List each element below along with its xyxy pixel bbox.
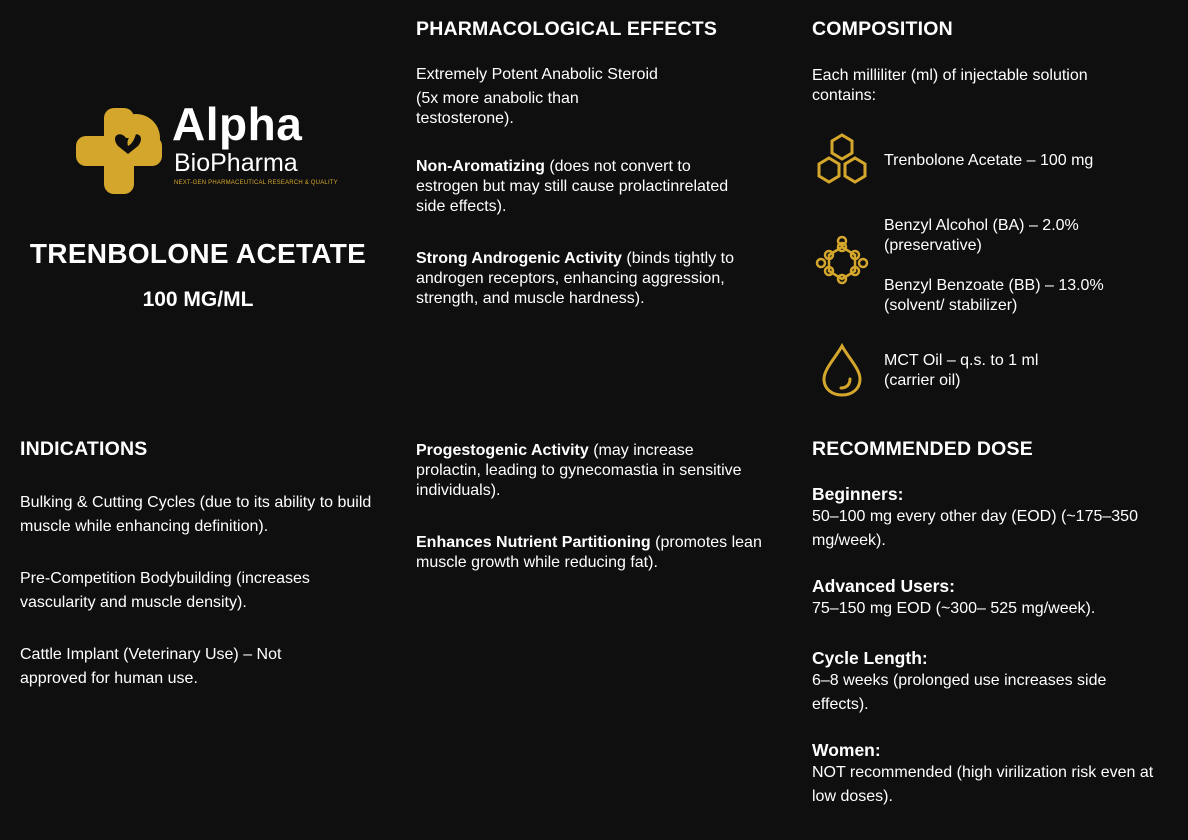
indications-heading: INDICATIONS	[20, 438, 148, 460]
brand-tagline: NEXT-GEN PHARMACEUTICAL RESEARCH & QUALITY	[174, 180, 338, 186]
dose-heading: RECOMMENDED DOSE	[812, 438, 1033, 460]
effect-item: Non-Aromatizing (does not convert to estrogen but may still cause prolactinrelated side effects).	[416, 158, 729, 215]
dose-text: NOT recommended (high virilization risk even at low doses).	[812, 764, 1154, 805]
dose-item	[812, 576, 1157, 621]
indication-item: Pre-Competition Bodybuilding (increases vascularity and muscle density).	[20, 570, 310, 611]
dose-label: Cycle Length:	[812, 648, 928, 668]
composition-item: Trenbolone Acetate – 100 mg	[884, 152, 1094, 169]
molecule-ring-icon	[812, 233, 872, 293]
composition-heading: COMPOSITION	[812, 18, 953, 40]
brand-subname: BioPharma	[174, 149, 298, 177]
effect-item: (5x more anabolic than testosterone).	[416, 90, 579, 127]
effect-item: Extremely Potent Anabolic Steroid	[416, 66, 658, 83]
product-dose: 100 MG/ML	[142, 288, 254, 311]
hexagon-cluster-icon	[812, 131, 872, 191]
dose-text: 6–8 weeks (prolonged use increases side effects).	[812, 672, 1107, 713]
indication-item: Bulking & Cutting Cycles (due to its ability to build muscle while enhancing definition).	[20, 494, 372, 535]
dose-label: Women:	[812, 740, 881, 760]
indication-item: Cattle Implant (Veterinary Use) – Not approved for human use.	[20, 646, 282, 687]
effects-heading: PHARMACOLOGICAL EFFECTS	[416, 18, 718, 40]
effect-item: Strong Androgenic Activity (binds tightly to androgen receptors, enhancing aggression, strength, and muscle hardness).	[416, 250, 734, 307]
dose-text: 75–150 mg EOD (~300– 525 mg/week).	[812, 600, 1096, 617]
dose-label: Beginners:	[812, 484, 904, 504]
brand-name: Alpha	[172, 98, 303, 150]
composition-item: Benzyl Benzoate (BB) – 13.0% (solvent/ stabilizer)	[884, 277, 1104, 314]
composition-item: Benzyl Alcohol (BA) – 2.0% (preservative)	[884, 217, 1079, 254]
oil-drop-icon	[812, 341, 872, 401]
medical-cross-heart-icon	[76, 106, 164, 196]
product-title: TRENBOLONE ACETATE	[29, 238, 367, 269]
brand-logo	[76, 98, 338, 196]
composition-item: MCT Oil – q.s. to 1 ml (carrier oil)	[884, 352, 1039, 389]
dose-item	[812, 740, 1157, 809]
dose-text: 50–100 mg every other day (EOD) (~175–350 mg/week).	[812, 508, 1138, 549]
dose-label: Advanced Users:	[812, 576, 955, 596]
effect-item: Enhances Nutrient Partitioning (promotes lean muscle growth while reducing fat).	[416, 534, 762, 571]
composition-intro: Each milliliter (ml) of injectable solution contains:	[812, 67, 1088, 104]
effect-item: Progestogenic Activity (may increase prolactin, leading to gynecomastia in sensitive individuals).	[416, 442, 742, 499]
dose-item	[812, 484, 1157, 553]
dose-item	[812, 648, 1157, 717]
